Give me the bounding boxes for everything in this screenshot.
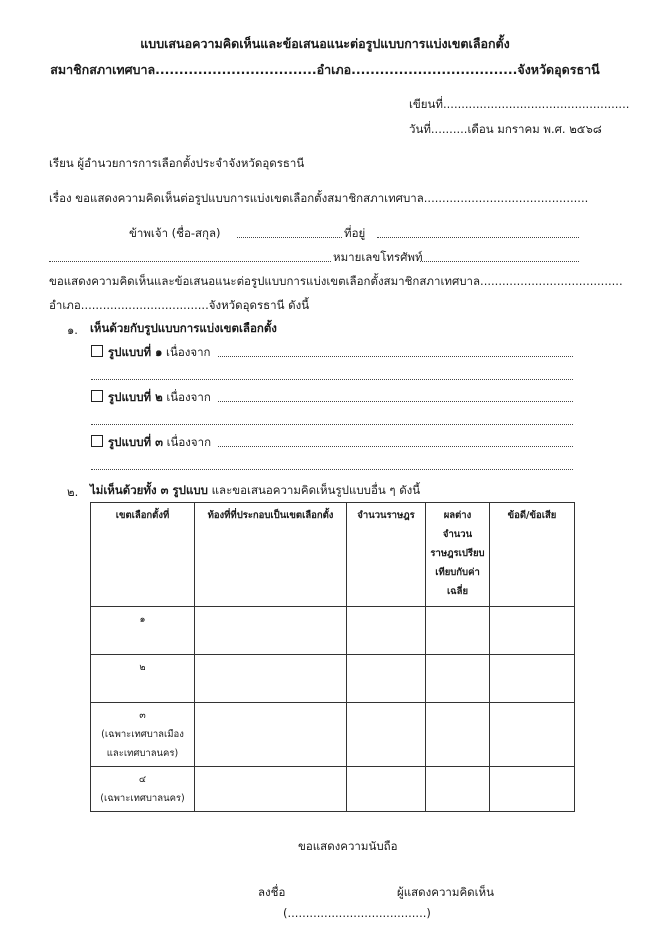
- option-1-reason-field-2[interactable]: [91, 379, 573, 380]
- header-area: ท้องที่ที่ประกอบเป็นเขตเลือกตั้ง: [195, 503, 347, 607]
- section2-number: ๒.: [67, 485, 79, 499]
- option-2-reason-field-2[interactable]: [91, 424, 573, 425]
- header-population-diff: ผลต่างจำนวนราษฎรเปรียบเทียบกับค่าเฉลี่ย: [426, 503, 490, 607]
- section2-heading-row: [90, 482, 420, 500]
- written-at-field[interactable]: เขียนที่...................................................: [409, 97, 630, 111]
- document-title: แบบเสนอความคิดเห็นและข้อเสนอแนะต่อรูปแบบการแบ่งเขตเลือกตั้ง: [140, 36, 510, 51]
- section2-heading-rest: และขอเสนอความคิดเห็นรูปแบบอื่น ๆ ดังนี้: [211, 483, 421, 497]
- address-label: ที่อยู่: [344, 226, 366, 240]
- option-2-row: [91, 389, 211, 407]
- name-label: ข้าพเจ้า (ชื่อ-สกุล): [129, 226, 221, 240]
- population-diff-cell[interactable]: [426, 767, 490, 812]
- phone-label: หมายเลขโทรศัพท์: [333, 250, 423, 264]
- table-row: [91, 767, 575, 812]
- area-cell[interactable]: [195, 767, 347, 812]
- area-cell[interactable]: [195, 703, 347, 767]
- option-1-reason-field[interactable]: [218, 356, 573, 357]
- option-3-reason-label: เนื่องจาก: [166, 435, 212, 449]
- option-1-checkbox[interactable]: [91, 345, 103, 357]
- option-3-reason-field-2[interactable]: [91, 469, 573, 470]
- population-diff-cell[interactable]: [426, 607, 490, 655]
- option-3-row: [91, 434, 211, 452]
- option-1-reason-label: เนื่องจาก: [166, 345, 211, 359]
- closing-text: ขอแสดงความนับถือ: [298, 839, 398, 853]
- date-field[interactable]: วันที่..........เดือน มกราคม พ.ศ. ๒๕๖๘: [409, 122, 602, 136]
- population-cell[interactable]: [347, 767, 426, 812]
- pros-cons-cell[interactable]: [490, 607, 575, 655]
- population-cell[interactable]: [347, 655, 426, 703]
- option-3-label: รูปแบบที่ ๓: [108, 435, 163, 449]
- district-number-cell: ๓ (เฉพาะเทศบาลเมือง และเทศบาลนคร): [91, 703, 195, 767]
- subject-line: เรื่อง ขอแสดงความคิดเห็นต่อรูปแบบการแบ่งเขตเลือกตั้งสมาชิกสภาเทศบาล.............................................: [49, 191, 589, 205]
- section2-heading: ไม่เห็นด้วยทั้ง ๓ รูปแบบ: [90, 483, 208, 497]
- district-line: อำเภอ...................................จังหวัดอุดรธานี ดังนี้: [49, 298, 310, 312]
- population-cell[interactable]: [347, 607, 426, 655]
- opinion-intro-line: ขอแสดงความคิดเห็นและข้อเสนอแนะต่อรูปแบบการแบ่งเขตเลือกตั้งสมาชิกสภาเทศบาล.......................................: [49, 274, 623, 288]
- option-2-reason-label: เนื่องจาก: [166, 390, 211, 404]
- document-subtitle: สมาชิกสภาเทศบาล..................................อำเภอ...................................จังหวัดอุดรธานี: [50, 62, 600, 77]
- signer-name-field[interactable]: (......................................): [283, 906, 431, 920]
- section1-heading: เห็นด้วยกับรูปแบบการแบ่งเขตเลือกตั้ง: [90, 321, 277, 335]
- option-1-row: [91, 344, 211, 362]
- table-row: [91, 655, 575, 703]
- pros-cons-cell[interactable]: [490, 655, 575, 703]
- recipient-line: เรียน ผู้อำนวยการการเลือกตั้งประจำจังหวัดอุดรธานี: [49, 156, 305, 170]
- signer-role: ผู้แสดงความคิดเห็น: [397, 885, 494, 899]
- population-cell[interactable]: [347, 703, 426, 767]
- address-continued-field[interactable]: [49, 261, 331, 262]
- option-1-label: รูปแบบที่ ๑: [108, 345, 163, 359]
- phone-field[interactable]: [420, 261, 579, 262]
- option-2-reason-field[interactable]: [218, 401, 573, 402]
- section1-number: ๑.: [67, 323, 78, 337]
- district-number-cell: ๒: [91, 655, 195, 703]
- header-pros-cons: ข้อดี/ข้อเสีย: [490, 503, 575, 607]
- table-row: [91, 607, 575, 655]
- table-row: [91, 703, 575, 767]
- pros-cons-cell[interactable]: [490, 767, 575, 812]
- header-population: จำนวนราษฎร: [347, 503, 426, 607]
- districts-table: [90, 502, 575, 812]
- area-cell[interactable]: [195, 607, 347, 655]
- population-diff-cell[interactable]: [426, 703, 490, 767]
- address-field[interactable]: [377, 237, 579, 238]
- name-field[interactable]: [237, 237, 342, 238]
- option-2-checkbox[interactable]: [91, 390, 103, 402]
- option-3-checkbox[interactable]: [91, 435, 103, 447]
- option-2-label: รูปแบบที่ ๒: [108, 390, 163, 404]
- pros-cons-cell[interactable]: [490, 703, 575, 767]
- sign-label: ลงชื่อ: [258, 885, 286, 899]
- header-district: เขตเลือกตั้งที่: [91, 503, 195, 607]
- population-diff-cell[interactable]: [426, 655, 490, 703]
- district-number-cell: ๔ (เฉพาะเทศบาลนคร): [91, 767, 195, 812]
- option-3-reason-field[interactable]: [218, 446, 573, 447]
- table-header-row: [91, 503, 575, 607]
- district-number-cell: ๑: [91, 607, 195, 655]
- area-cell[interactable]: [195, 655, 347, 703]
